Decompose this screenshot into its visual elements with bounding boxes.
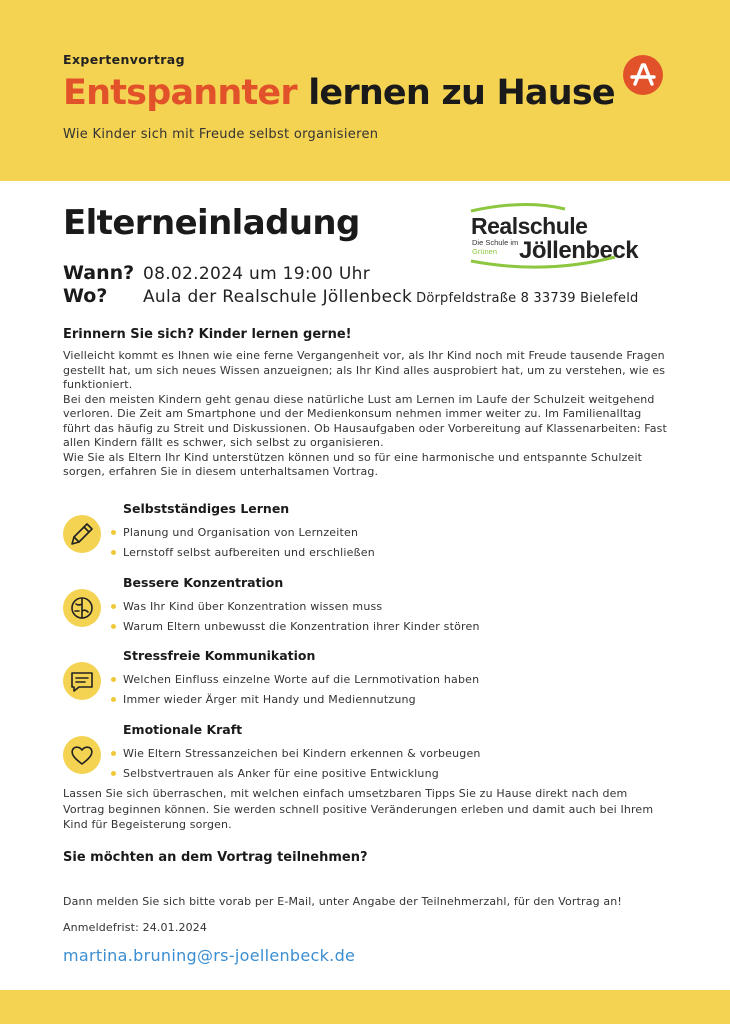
when-label: Wann? xyxy=(63,262,135,284)
topic-communication xyxy=(63,648,673,718)
topic-concentration xyxy=(63,575,673,645)
list-item: Lernstoff selbst aufbereiten und erschließen xyxy=(109,543,375,563)
brand-logo xyxy=(623,55,663,95)
topic-title: Selbstständiges Lernen xyxy=(123,501,290,516)
topic-bullets xyxy=(109,523,375,562)
intro-paragraph: Vielleicht kommt es Ihnen wie eine ferne Vergangenheit vor, als Ihr Kind noch mit Freude tausende Fragen gestellt hat, um sich neues Wissen anzueignen; als Ihr Kind alles ausprobiert hat, um zu verstehen, wie es funktioniert. xyxy=(63,349,666,391)
kicker: Expertenvortrag xyxy=(63,52,185,67)
list-item: Wie Eltern Stressanzeichen bei Kindern erkennen & vorbeugen xyxy=(109,744,481,764)
headline-rest: lernen zu Hause xyxy=(308,73,615,113)
topic-emotional-strength xyxy=(63,722,673,792)
list-item: Was Ihr Kind über Konzentration wissen muss xyxy=(109,597,480,617)
topic-bullets xyxy=(109,744,481,783)
closing-text: Lassen Sie sich überraschen, mit welchen einfach umsetzbaren Tipps Sie zu Hause direkt nach dem Vortrag beginnen können. Sie werden schnell positive Veränderungen erleben und damit auch bei Ihrem Kind für Begeisterung sorgen. xyxy=(63,787,654,831)
intro-paragraph: Bei den meisten Kindern geht genau diese natürliche Lust am Lernen im Laufe der Schulzeit weitgehend verloren. Die Zeit am Smartphone und der Medienkonsum nehmen immer weiter zu. Im Familienalltag führt das häufig zu Streit und Diskussionen. Ob Hausaufgaben oder Vorbereitung auf Klassenarbeiten: Fast allen Kindern fällt es schwer, sich selbst zu organisieren. xyxy=(63,392,667,449)
school-logo-line2: Jöllenbeck xyxy=(519,237,639,264)
where-address: Dörpfeldstraße 8 33739 Bielefeld xyxy=(416,291,639,306)
subline: Wie Kinder sich mit Freude selbst organisieren xyxy=(63,127,379,142)
topic-title: Bessere Konzentration xyxy=(123,575,284,590)
pen-icon xyxy=(63,515,101,553)
header-banner xyxy=(0,0,730,181)
footer-bar xyxy=(0,990,730,1024)
intro-text xyxy=(63,349,668,480)
school-logo-tagline-a: Die Schule im xyxy=(472,238,519,247)
headline-accent: Entspannter xyxy=(63,73,297,113)
where-row xyxy=(63,285,639,307)
headline xyxy=(63,73,615,113)
list-item: Planung und Organisation von Lernzeiten xyxy=(109,523,375,543)
list-item: Warum Eltern unbewusst die Konzentration ihrer Kinder stören xyxy=(109,617,480,637)
brain-icon xyxy=(63,589,101,627)
school-logo-tagline-b: Grünen xyxy=(472,247,498,256)
registration-text: Dann melden Sie sich bitte vorab per E-Mail, unter Angabe der Teilnehmerzahl, für den Vortrag an! xyxy=(63,895,622,908)
topic-bullets xyxy=(109,670,479,709)
when-value: 08.02.2024 um 19:00 Uhr xyxy=(143,264,370,284)
topic-title: Stressfreie Kommunikation xyxy=(123,648,316,663)
chat-icon xyxy=(63,662,101,700)
cta-heading: Sie möchten an dem Vortrag teilnehmen? xyxy=(63,850,368,865)
intro-paragraph: Wie Sie als Eltern Ihr Kind unterstützen können und so für eine harmonische und entspannte Schulzeit sorgen, erfahren Sie in diesem unterhaltsamen Vortrag. xyxy=(63,450,643,478)
topic-title: Emotionale Kraft xyxy=(123,722,243,737)
registration-deadline: Anmeldefrist: 24.01.2024 xyxy=(63,921,208,934)
list-item: Welchen Einfluss einzelne Worte auf die Lernmotivation haben xyxy=(109,670,479,690)
list-item: Selbstvertrauen als Anker für eine positive Entwicklung xyxy=(109,764,481,784)
list-item: Immer wieder Ärger mit Handy und Mediennutzung xyxy=(109,690,479,710)
topic-self-learning xyxy=(63,501,673,571)
where-value: Aula der Realschule Jöllenbeck xyxy=(143,287,413,307)
email-link[interactable]: martina.bruning@rs-joellenbeck.de xyxy=(63,946,356,965)
school-logo-line1: Realschule xyxy=(471,213,588,239)
heart-icon xyxy=(63,736,101,774)
intro-heading: Erinnern Sie sich? Kinder lernen gerne! xyxy=(63,327,352,342)
school-logo xyxy=(465,203,639,273)
page-title: Elterneinladung xyxy=(63,203,360,243)
where-label: Wo? xyxy=(63,285,108,307)
topic-bullets xyxy=(109,597,480,636)
when-row xyxy=(63,262,370,284)
